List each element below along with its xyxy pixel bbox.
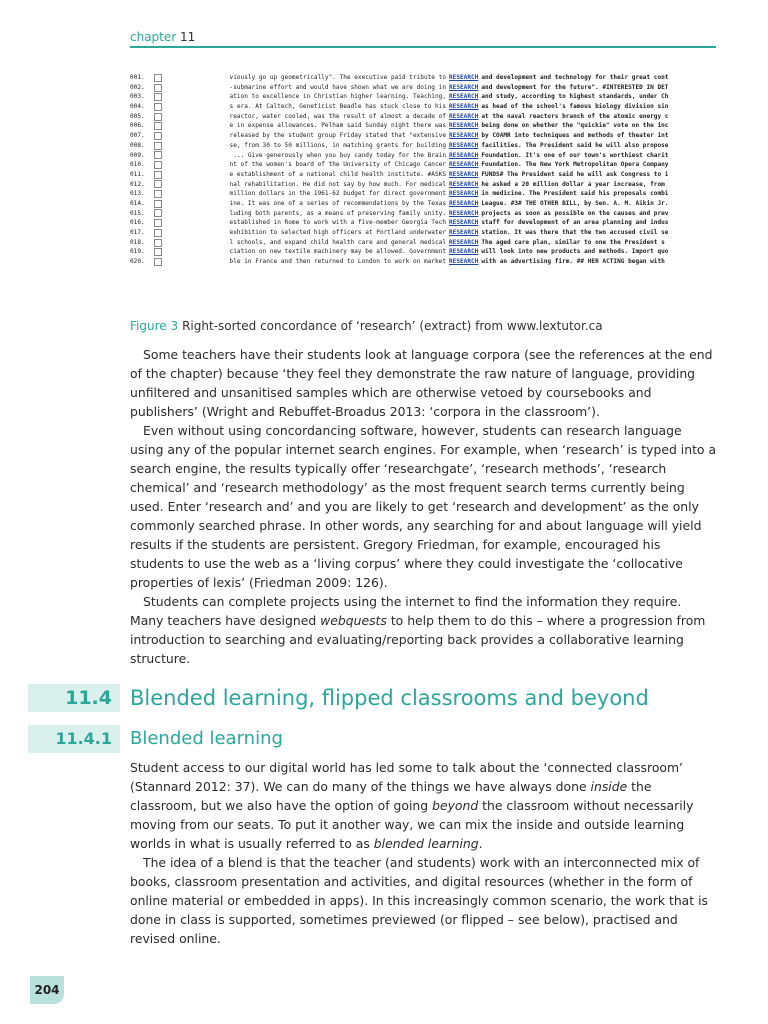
subsection-title: Blended learning: [130, 728, 283, 749]
keyword-link[interactable]: RESEARCH: [449, 209, 479, 217]
line-number: 016.: [130, 219, 145, 227]
line-number: 018.: [130, 238, 145, 246]
left-context: [170, 189, 446, 199]
concordance-figure: [130, 73, 716, 267]
line-number: 010.: [130, 161, 145, 169]
right-context: facilities. The President said he will also propose: [481, 141, 669, 149]
concordance-line: [130, 73, 716, 83]
left-context: [170, 151, 446, 161]
left-context-text: established in Rome to work with a five-member Georgia Tech: [229, 219, 446, 227]
keyword-link[interactable]: RESEARCH: [449, 151, 479, 159]
left-context-text: viously go up geometrically". The executive paid tribute to: [229, 74, 446, 81]
right-context: at the naval reactors branch of the atomic energy c: [481, 112, 669, 120]
right-context: as head of the school's famous biology division sin: [481, 103, 669, 111]
left-context: [170, 170, 446, 180]
concordance-line: [130, 199, 716, 209]
figure-caption-text: Right-sorted concordance of ‘research’ (extract) from www.lextutor.ca: [182, 319, 603, 333]
left-context: [170, 209, 446, 219]
section-title: Blended learning, flipped classrooms and beyond: [130, 686, 649, 710]
line-checkbox[interactable]: [154, 132, 162, 140]
concordance-line: [130, 102, 716, 112]
left-context: [170, 73, 446, 83]
chapter-number: 11: [180, 30, 196, 44]
left-context: [170, 238, 446, 248]
paragraph: Student access to our digital world has led some to talk about the ‘connected classroom’ (Stannard 2012: 37). We can do many of the things we have always done inside the classroom, but we also have the option of going beyond the classroom without necessarily moving from our seats. To put it another way, we can mix the inside and outside learning worlds in what is usually referred to as blended learning.: [130, 760, 694, 851]
concordance-line: [130, 247, 716, 257]
right-context: Foundation. The New York Metropolitan Opera Company: [481, 161, 669, 169]
line-checkbox[interactable]: [154, 74, 162, 82]
line-checkbox[interactable]: [154, 113, 162, 121]
concordance-line: [130, 151, 716, 161]
left-context-text: ation to excellence in Christian higher learning. Teaching,: [229, 93, 446, 101]
keyword-link[interactable]: RESEARCH: [449, 93, 479, 101]
left-context: [170, 141, 446, 151]
concordance-line: [130, 160, 716, 170]
left-context: [170, 218, 446, 228]
line-checkbox[interactable]: [154, 229, 162, 237]
line-number: 020.: [130, 258, 145, 266]
line-number: 013.: [130, 190, 145, 198]
keyword-link[interactable]: RESEARCH: [449, 161, 479, 169]
left-context-text: nt of the women's board of the University of Chicago Cancer: [229, 161, 446, 169]
running-header: [130, 26, 716, 48]
right-context: station. It was there that the two accused civil se: [481, 229, 669, 236]
line-checkbox[interactable]: [154, 84, 162, 92]
right-context: with an advertising firm. ## HER ACTING began with: [481, 258, 665, 266]
keyword-link[interactable]: RESEARCH: [449, 132, 479, 140]
left-context: [170, 247, 446, 257]
line-number: 014.: [130, 199, 145, 207]
right-context: and development for the future". #INTERESTED IN DET: [481, 83, 669, 91]
right-context: projects as soon as possible on the causes and prev: [481, 209, 669, 217]
line-checkbox[interactable]: [154, 258, 162, 266]
subsection-heading: [0, 725, 768, 753]
concordance-line: [130, 170, 716, 180]
line-checkbox[interactable]: [154, 219, 162, 227]
concordance-line: [130, 92, 716, 102]
keyword-link[interactable]: RESEARCH: [449, 199, 479, 207]
left-context: [170, 121, 446, 131]
line-checkbox[interactable]: [154, 161, 162, 169]
left-context-text: s era. At Caltech, Geneticist Beadle has stuck close to his: [229, 103, 446, 111]
concordance-line: [130, 238, 716, 248]
paragraph: Students can complete projects using the internet to find the information they require. Many teachers have designed webquests to help them to do this – where a progression from introduction to searching and evaluating/reporting back provides a collaborative learning structure.: [130, 594, 706, 666]
figure-caption: [130, 319, 603, 333]
concordance-line: [130, 131, 716, 141]
paragraph: Some teachers have their students look at language corpora (see the references at the end of the chapter) because ‘they feel they demonstrate the raw nature of language, providing unfiltered and unsanitised samples which are otherwise vetoed by coursebooks and publishers’ (Wright and Rebuffet-Broadus 2013: ‘corpora in the classroom’).: [130, 347, 713, 419]
left-context-text: nal rehabilitation. He did not say by how much. For medical: [229, 180, 446, 188]
line-number: 015.: [130, 209, 145, 217]
line-number: 007.: [130, 132, 145, 140]
concordance-line: [130, 112, 716, 122]
line-number: 003.: [130, 93, 145, 101]
line-number: 008.: [130, 141, 145, 149]
left-context-text: e establishment of a national child health institute. #ASKS: [229, 170, 446, 178]
left-context-text: luding both parents, as a means of preserving family unity.: [229, 209, 446, 217]
concordance-line: [130, 121, 716, 131]
line-checkbox[interactable]: [154, 171, 162, 179]
concordance-line: [130, 189, 716, 199]
chapter-label: [130, 30, 195, 44]
left-context: [170, 257, 446, 267]
body-text-section-2: [130, 758, 718, 948]
left-context-text: se, from 30 to 50 millions, in matching grants for building: [229, 141, 446, 149]
keyword-link[interactable]: RESEARCH: [449, 122, 479, 130]
paragraph: The idea of a blend is that the teacher (and students) work with an interconnected mix of books, classroom presentation and activities, and digital resources (whether in the form of online material or embedded in apps). In this increasingly common scenario, the work that is done in class is supported, sometimes previewed (or flipped – see below), practised and revised online.: [130, 855, 708, 946]
line-checkbox[interactable]: [154, 190, 162, 198]
line-checkbox[interactable]: [154, 180, 162, 188]
left-context-text: -submarine effort and would have shown what we are doing in: [229, 83, 446, 91]
left-context: [170, 83, 446, 93]
line-checkbox[interactable]: [154, 151, 162, 159]
keyword-link[interactable]: RESEARCH: [449, 170, 479, 178]
left-context-text: ciation on new textile machinery may be allowed. Government: [229, 248, 446, 256]
line-checkbox[interactable]: [154, 93, 162, 101]
line-checkbox[interactable]: [154, 103, 162, 111]
left-context-text: exhibition to selected high officers at Portland underwater: [229, 229, 446, 236]
left-context-text: million dollars in the 1961-62 budget for direct government: [229, 190, 446, 198]
section-number: 11.4: [28, 684, 120, 712]
line-checkbox[interactable]: [154, 209, 162, 217]
line-number: 001.: [130, 74, 145, 81]
left-context: [170, 112, 446, 122]
right-context: The aged care plan, similar to one the President s: [481, 238, 665, 246]
chapter-word: chapter: [130, 30, 177, 44]
keyword-link[interactable]: RESEARCH: [449, 112, 479, 120]
figure-label: Figure 3: [130, 319, 179, 333]
keyword-link[interactable]: RESEARCH: [449, 258, 479, 266]
right-context: will look into new products and methods. Import quo: [481, 248, 669, 256]
right-context: he asked a 20 million dollar a year increase, from: [481, 180, 665, 188]
right-context: Foundation. It's one of our town's worthiest charit: [481, 151, 669, 159]
line-number: 009.: [130, 151, 145, 159]
right-context: by COAMR into techniques and methods of theater int: [481, 132, 669, 140]
left-context-text: e in expense allowances. Pelham said Sunday night there was: [229, 122, 446, 130]
keyword-link[interactable]: RESEARCH: [449, 180, 479, 188]
right-context: FUNDS# The President said he will ask Congress to i: [481, 170, 669, 178]
left-context: [170, 228, 446, 238]
line-checkbox[interactable]: [154, 200, 162, 208]
left-context: [170, 131, 446, 141]
concordance-line: [130, 141, 716, 151]
keyword-link[interactable]: RESEARCH: [449, 74, 479, 81]
right-context: League. #3# THE OTHER BILL, by Sen. A. M. Aikin Jr.: [481, 199, 669, 207]
concordance-line: [130, 228, 716, 238]
keyword-link[interactable]: RESEARCH: [449, 141, 479, 149]
line-checkbox[interactable]: [154, 142, 162, 150]
line-number: 006.: [130, 122, 145, 130]
left-context: [170, 160, 446, 170]
line-number: 011.: [130, 170, 145, 178]
keyword-link[interactable]: RESEARCH: [449, 219, 479, 227]
keyword-link[interactable]: RESEARCH: [449, 83, 479, 91]
subsection-number: 11.4.1: [28, 725, 120, 753]
keyword-link[interactable]: RESEARCH: [449, 103, 479, 111]
left-context-text: ine. It was one of a series of recommendations by the Texas: [229, 199, 446, 207]
concordance-line: [130, 180, 716, 190]
concordance-line: [130, 83, 716, 93]
keyword-link[interactable]: RESEARCH: [449, 229, 479, 236]
line-number: 012.: [130, 180, 145, 188]
concordance-line: [130, 209, 716, 219]
left-context: [170, 102, 446, 112]
concordance-line: [130, 218, 716, 228]
left-context-text: l schools, and expand child health care and general medical: [229, 238, 446, 246]
paragraph: Even without using concordancing software, however, students can research language using any of the popular internet search engines. For example, when ‘research’ is typed into a search engine, the results typically offer ‘researchgate’, ‘research methods’, ‘research chemical’ and ‘research methodology’ as the most frequent search terms currently being used. Enter ‘research and’ and you are likely to get ‘research and development’ as the only commonly searched phrase. In other words, any searching for and about language will yield results if the students are persistent. Gregory Friedman, for example, encouraged his students to use the web as a ‘living corpus’ where they could investigate the ‘collocative properties of lexis’ (Friedman 2009: 126).: [130, 423, 717, 590]
keyword-link[interactable]: RESEARCH: [449, 248, 479, 256]
left-context-text: ... Give generously when you buy candy today for the Brain: [233, 151, 446, 159]
keyword-link[interactable]: RESEARCH: [449, 238, 479, 246]
line-number: 019.: [130, 248, 145, 256]
line-number: 005.: [130, 112, 145, 120]
left-context: [170, 199, 446, 209]
keyword-link[interactable]: RESEARCH: [449, 190, 479, 198]
line-number: 002.: [130, 83, 145, 91]
left-context-text: ble in France and then returned to London to work on market: [229, 258, 446, 266]
right-context: in medicine. The President said his proposals combi: [481, 190, 669, 198]
right-context: being done on whether the "quickie" vote on the inc: [481, 122, 669, 130]
body-text-section-1: [130, 345, 718, 668]
left-context-text: reactor, water cooled, was the result of almost a decade of: [229, 112, 446, 120]
left-context: [170, 180, 446, 190]
left-context: [170, 92, 446, 102]
line-checkbox[interactable]: [154, 248, 162, 256]
right-context: staff for development of an area planning and indus: [481, 219, 669, 227]
right-context: and development and technology for their great cont: [481, 74, 669, 81]
page-number: 204: [30, 976, 64, 1004]
line-checkbox[interactable]: [154, 122, 162, 130]
left-context-text: released by the student group Friday stated that "extensive: [229, 132, 446, 140]
line-number: 004.: [130, 103, 145, 111]
section-heading: [0, 684, 768, 712]
concordance-line: [130, 257, 716, 267]
line-checkbox[interactable]: [154, 239, 162, 247]
right-context: and study, according to highest standards, under Ch: [481, 93, 669, 101]
line-number: 017.: [130, 229, 145, 236]
